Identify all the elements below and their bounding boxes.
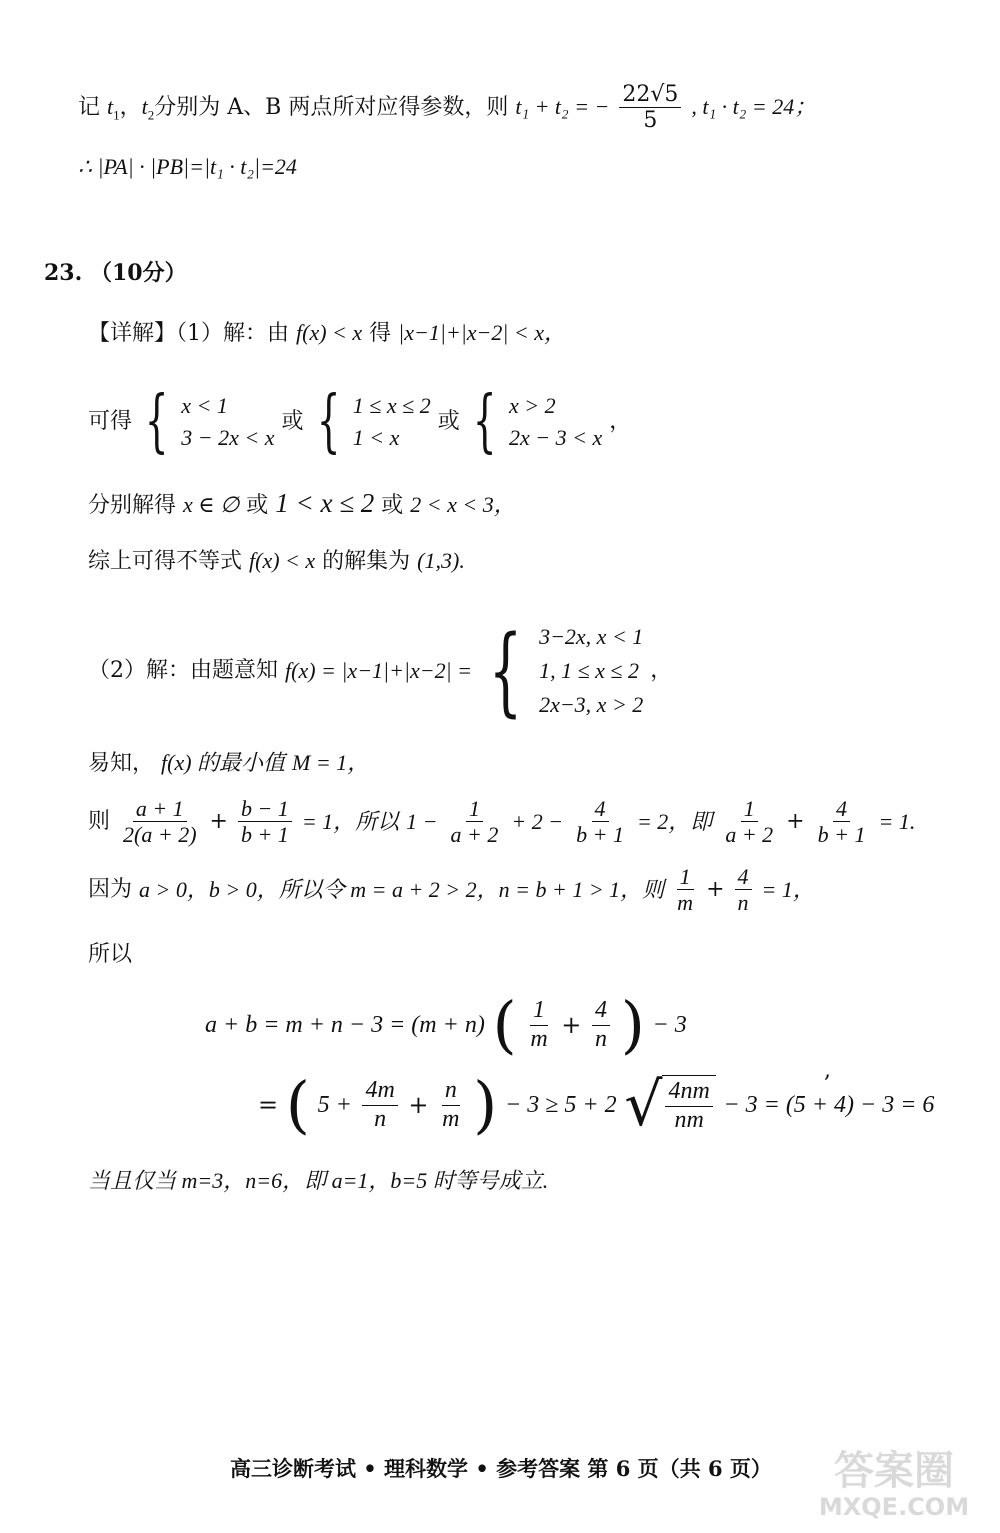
case-system-3 (509, 390, 602, 454)
part1-conclusion (88, 550, 465, 573)
case3b: 2x − 3 < x (509, 425, 603, 450)
part1-abs: |x−1|+|x−2| < x， (398, 320, 567, 345)
part1-solutions (88, 490, 516, 517)
watermark-top: 答案圈 (834, 1447, 954, 1494)
question-23-heading (44, 262, 187, 284)
frac-3-den: a + 2 (450, 822, 499, 848)
big-comma: , (824, 1058, 831, 1083)
brace-1: { (144, 382, 169, 461)
sum-frac-num: 22√5 (619, 82, 681, 108)
frac-2 (238, 796, 292, 848)
frac-1-den: 2(a + 2) (123, 822, 197, 848)
min-val: M = 1， (292, 750, 370, 775)
text-huo-1: 或 (281, 409, 304, 434)
case3a: x > 2 (509, 393, 556, 419)
derivation-line-1 (205, 988, 687, 1061)
piece-3: 2x−3, x > 2 (539, 692, 644, 718)
derivation-line-2 (258, 1068, 935, 1141)
text-ze: 则 (88, 808, 111, 834)
sol-b: 1 < x ≤ 2 (275, 488, 375, 518)
cond: a > 0，b > 0，所以令 m = a + 2 > 2，n = b + 1 > 1，则 (139, 876, 665, 902)
brace-3: { (472, 382, 497, 461)
frac-4-num: 4 (592, 796, 609, 822)
big2-frac-1 (362, 1077, 397, 1133)
big1-paren-close: ) (620, 988, 645, 1061)
eq-3: = 1， (761, 876, 815, 902)
big1-frac-2 (592, 997, 610, 1053)
big2-frac-2-num: n (442, 1077, 460, 1106)
sol-a: x ∈ ∅ (183, 492, 240, 517)
piecewise-cases (539, 620, 643, 722)
part2-min (88, 752, 369, 775)
big2-eq: = (258, 1091, 279, 1119)
frac-5 (722, 796, 776, 848)
page-footer: 高三诊断考试 • 理科数学 • 参考答案 第 6 页（共 6 页） (230, 1456, 772, 1481)
big2-paren-open: ( (285, 1068, 310, 1141)
case2a: 1 ≤ x ≤ 2 (352, 393, 431, 419)
text-kede: 可得 (88, 409, 133, 434)
watermark-logo (794, 1449, 994, 1529)
eq-1: = 1，所以 (301, 808, 400, 834)
big1-frac-1-num: 1 (530, 997, 548, 1026)
sqrt-sign (624, 1070, 716, 1140)
big1-frac-1 (527, 997, 550, 1053)
text-yizhi: 易知， (88, 751, 155, 776)
brace-piecewise: { (488, 615, 523, 728)
case-system-1 (181, 390, 274, 454)
brace-2: { (316, 382, 341, 461)
plus-2: + (786, 808, 805, 834)
text-ji: 记 (78, 94, 101, 120)
frac-7-num: 1 (677, 864, 694, 890)
big1-paren-open: ( (492, 988, 517, 1061)
frac-1 (120, 796, 200, 848)
frac-8-den: n (737, 890, 749, 916)
big1-frac-1-den: m (530, 1025, 548, 1052)
part2-substitution (88, 796, 915, 848)
big2-frac-1-num: 4m (362, 1077, 397, 1106)
big2-paren-close: ) (473, 1068, 498, 1141)
plus-1: + (209, 808, 228, 834)
sum-frac-den: 5 (643, 108, 658, 134)
frac-6-den: b + 1 (817, 822, 866, 848)
text-suoyi: 所以 (88, 942, 133, 967)
min-text: f(x) 的最小值 (161, 750, 286, 775)
big2-frac-2-den: m (442, 1105, 460, 1132)
so-expr-2: + 2 − (511, 808, 564, 834)
big1-tail: − 3 (652, 1012, 687, 1038)
frac-3 (448, 796, 502, 848)
text-huo-2: 或 (437, 409, 460, 434)
sep: ， (119, 94, 142, 120)
question-number: 23. (44, 260, 83, 286)
sum-expr: t₁ + t₂ = − (515, 93, 610, 119)
sol-huo-1: 或 (246, 493, 269, 518)
big2-mid: − 3 ≥ 5 + 2 (505, 1092, 617, 1118)
frac-5-num: 1 (741, 796, 758, 822)
sqrt-frac-den: nm (674, 1106, 704, 1133)
question-score: （10分） (89, 260, 187, 286)
param-text: 分别为 A、B 两点所对应得参数，则 (154, 94, 509, 120)
big2-frac-1-den: n (374, 1105, 387, 1132)
frac-5-den: a + 2 (725, 822, 774, 848)
text-de: 得 (369, 321, 392, 346)
frac-7 (674, 864, 696, 916)
t1-label: $t_1$ (107, 93, 120, 123)
equality-condition: 当且仅当 m=3，n=6，即 a=1，b=5 时等号成立. (88, 1168, 549, 1193)
conc-prefix: 综上可得不等式 (88, 549, 243, 574)
frac-7-den: m (677, 890, 694, 916)
part1-label: 【详解】（1）解：由 (88, 321, 289, 346)
big2-in1: 5 + (317, 1092, 352, 1118)
part2-fx: f(x) = |x−1|+|x−2| = (285, 658, 472, 684)
big1-frac-2-num: 4 (592, 997, 610, 1026)
piece-end: ， (650, 658, 673, 684)
frac-2-den: b + 1 (240, 822, 289, 848)
big2-tail: − 3 = (5 + 4) − 3 = 6 (723, 1092, 935, 1118)
conc-ineq: f(x) < x (249, 548, 316, 573)
frac-4 (573, 796, 627, 848)
conc-set: (1,3). (417, 548, 465, 573)
frac-1-num: a + 1 (133, 796, 187, 822)
conc-mid: 的解集为 (322, 549, 411, 574)
text-because: 因为 (88, 876, 133, 902)
case1a: x < 1 (181, 393, 228, 419)
sol-c: 2 < x < 3， (410, 492, 516, 517)
big1-frac-2-den: n (595, 1025, 608, 1052)
frac-2-num: b − 1 (238, 796, 292, 822)
sum-frac (619, 82, 681, 134)
sqrt-frac (665, 1078, 712, 1134)
big1-plus: + (561, 1011, 582, 1039)
so-expr-1: 1 − (406, 808, 438, 834)
so-expr-3: = 2，即 (636, 808, 713, 834)
part2-piecewise (88, 615, 673, 728)
part2-label: （2）解：由题意知 (88, 658, 278, 684)
case1b: 3 − 2x < x (181, 425, 275, 450)
big1-lhs: a + b = m + n − 3 = (m + n) (205, 1012, 485, 1038)
piece-2: 1, 1 ≤ x ≤ 2 (539, 658, 639, 684)
frac-8-num: 4 (735, 864, 752, 890)
frac-4-den: b + 1 (576, 822, 624, 848)
case-end: ， (609, 409, 632, 434)
frac-6-num: 4 (833, 796, 850, 822)
big2-frac-2 (439, 1077, 462, 1133)
case-system-2 (353, 390, 431, 454)
radical-icon: √ (624, 1070, 663, 1140)
eq-2: = 1. (878, 808, 916, 834)
frac-8 (735, 864, 752, 916)
therefore-line: ∴ |PA| · |PB|=|t₁ · t₂|=24 (78, 154, 297, 179)
frac-3-num: 1 (466, 796, 483, 822)
t2-label: $t_2$ (141, 93, 155, 123)
part2-condition (88, 864, 815, 916)
sol-prefix: 分别解得 (88, 493, 177, 518)
frac-6 (815, 796, 869, 848)
big2-plus: + (408, 1091, 429, 1119)
part1-intro (88, 322, 566, 345)
case2b: 1 < x (352, 425, 400, 450)
sol-huo-2: 或 (381, 493, 404, 518)
sqrt-frac-num: 4nm (665, 1078, 712, 1107)
prod-expr: , t₁ · t₂ = 24； (691, 93, 817, 119)
piece-1: 3−2x, x < 1 (539, 624, 644, 649)
part1-ineq: f(x) < x (296, 320, 363, 345)
sqrt-body (662, 1075, 715, 1135)
plus-3: + (706, 876, 725, 902)
param-line (78, 82, 816, 134)
watermark-bottom: MXQE.COM (818, 1493, 970, 1521)
part1-cases (88, 382, 632, 461)
